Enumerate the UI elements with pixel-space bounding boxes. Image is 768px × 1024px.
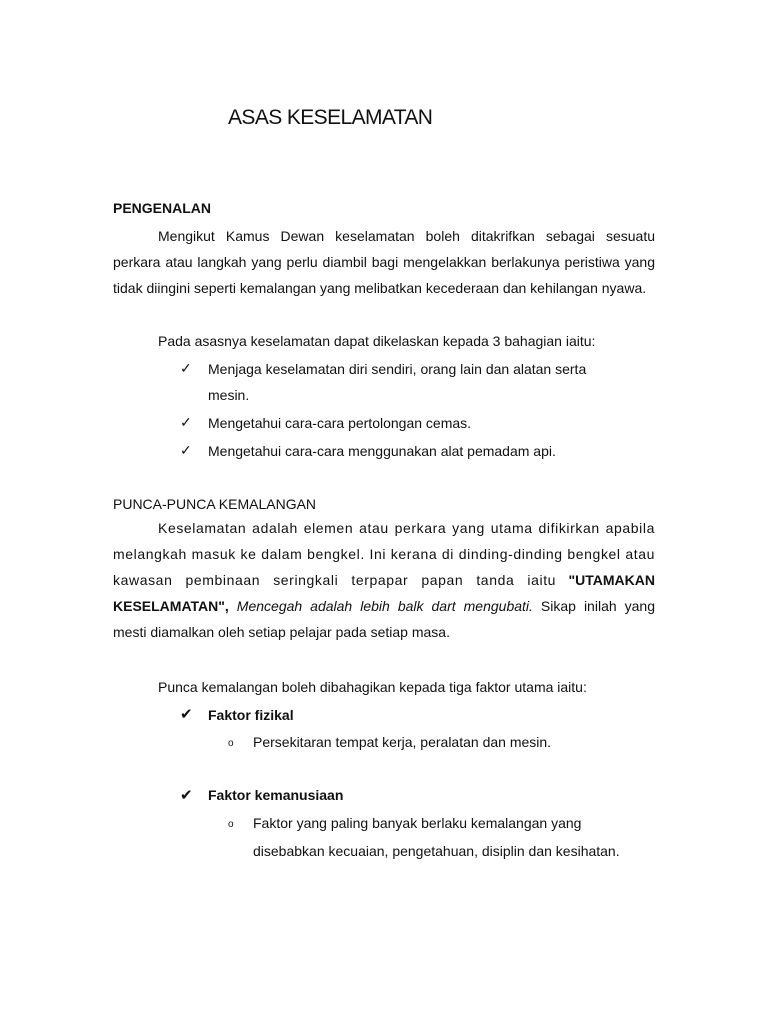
- check-mark-icon: ✔: [180, 706, 193, 723]
- factor-sub-item-line-2: disebabkan kecuaian, pengetahuan, disiplin dan kesihatan.: [253, 843, 620, 859]
- check-mark-icon: ✓: [180, 360, 192, 376]
- checklist-item-1-line-2: mesin.: [208, 387, 250, 403]
- checklist-item-2: Mengetahui cara-cara pertolongan cemas.: [208, 415, 472, 431]
- hollow-circle-bullet-icon: o: [228, 738, 234, 749]
- punca-paragraph: [113, 515, 655, 645]
- section-heading-pengenalan: PENGENALAN: [113, 200, 212, 216]
- factor-label-kemanusiaan: Faktor kemanusiaan: [208, 787, 344, 803]
- intro-paragraph: [113, 223, 655, 301]
- hollow-circle-bullet-icon: o: [228, 819, 234, 830]
- paragraph-text: [113, 515, 655, 645]
- classification-intro: Pada asasnya keselamatan dapat dikelaskan kepada 3 bahagian iaitu:: [158, 333, 596, 349]
- checklist-item-3: Mengetahui cara-cara menggunakan alat pemadam api.: [208, 443, 556, 459]
- factor-sub-item: Persekitaran tempat kerja, peralatan dan mesin.: [253, 734, 552, 750]
- section-heading-punca: PUNCA-PUNCA KEMALANGAN: [113, 496, 317, 512]
- check-mark-icon: ✓: [180, 414, 192, 430]
- factor-label-fizikal: Faktor fizikal: [208, 707, 294, 723]
- checklist-item-1-line-1: Menjaga keselamatan diri sendiri, orang lain dan alatan serta: [208, 361, 587, 377]
- factors-intro: Punca kemalangan boleh dibahagikan kepada tiga faktor utama iaitu:: [158, 679, 587, 695]
- check-mark-icon: ✔: [180, 787, 193, 804]
- check-mark-icon: ✓: [180, 442, 192, 458]
- proverb-text: Mencegah adalah lebih balk dart mengubati.: [236, 598, 533, 614]
- paragraph-text-part-2: Sikap inilah yang mesti diamalkan oleh setiap pelajar pada setiap masa.: [113, 598, 656, 640]
- factor-sub-item-line-1: Faktor yang paling banyak berlaku kemalangan yang: [253, 815, 582, 831]
- paragraph-text: Mengikut Kamus Dewan keselamatan boleh ditakrifkan sebagai sesuatu perkara atau langkah yang perlu diambil bagi mengelakkan berlakunya peristiwa yang tidak diingini seperti kemalangan yang melibatkan kecederaan dan kehilangan nyawa.: [113, 228, 655, 296]
- paragraph-text-part-1: Keselamatan adalah elemen atau perkara yang utama difikirkan apabila melangkah masuk ke dalam bengkel. Ini kerana di dinding-dinding bengkel atau kawasan pembinaan seringkali terpapar papan tanda iaitu: [113, 520, 655, 588]
- signboard-quote: "UTAMAKAN KESELAMATAN",: [113, 572, 655, 614]
- document-title: ASAS KESELAMATAN: [228, 106, 433, 129]
